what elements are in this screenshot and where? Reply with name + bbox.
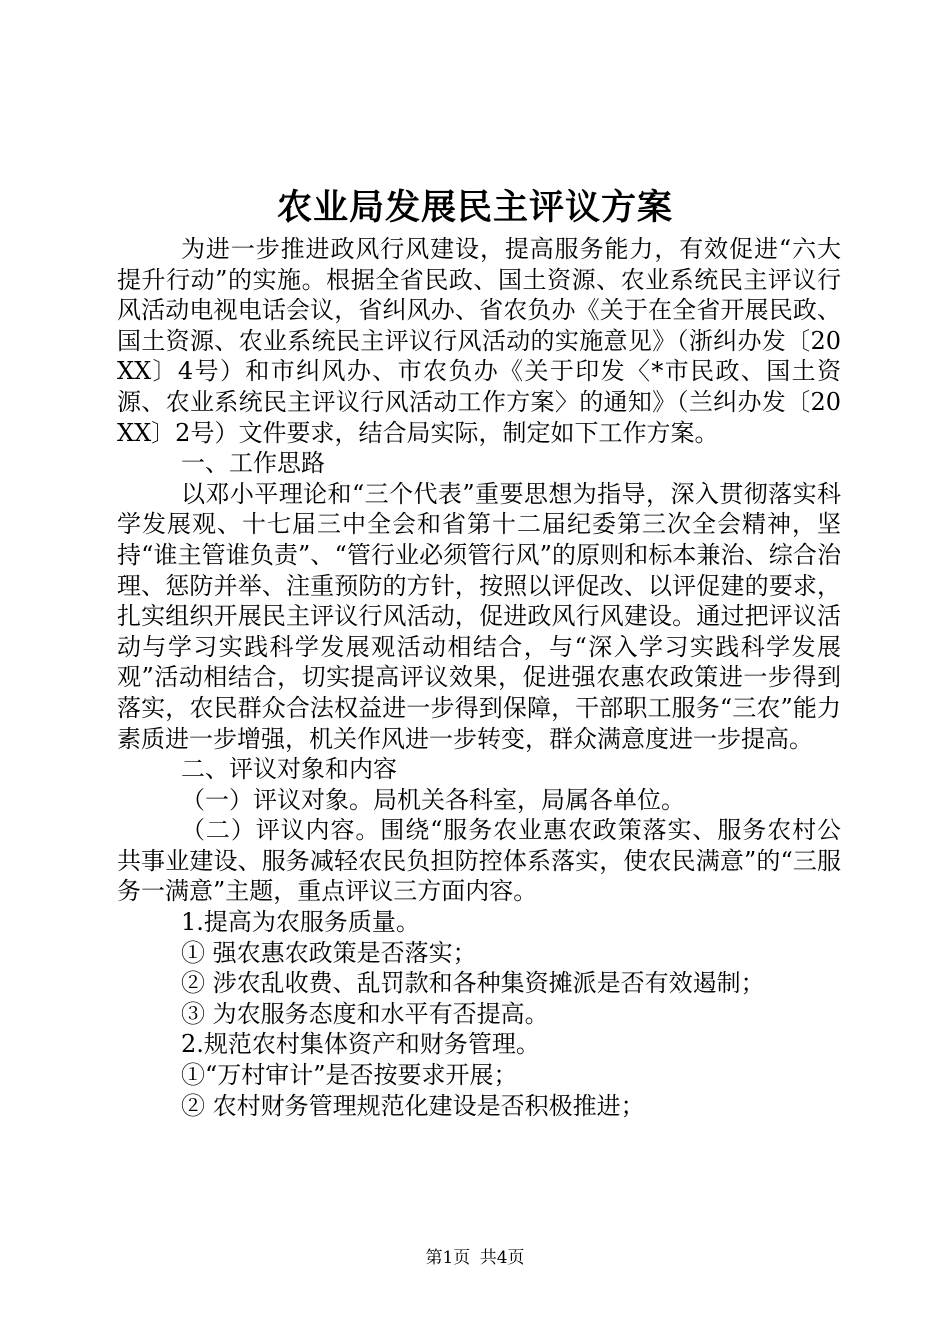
intro-paragraph: 为进一步推进政风行风建设，提高服务能力，有效促进“六大提升行动”的实施。根据全省民政、国土资源、农业系统民主评议行风活动电视电话会议，省纠风办、省农负办《关于在全省开展民政、国土资源、农业系统民主评议行风活动的实施意见》（浙纠办发〔20XX〕4号）和市纠风办、市农负办《关于印发〈*市民政、国土资源、农业系统民主评议行风活动工作方案〉的通知》（兰纠办发〔20XX〕2号）文件要求，结合局实际，制定如下工作方案。 [117,235,841,447]
section-heading-1: 一、工作思路 [181,449,325,478]
evaluation-content-paragraph: （二）评议内容。围绕“服务农业惠农政策落实、服务农村公共事业建设、服务减轻农民负担防控体系落实，使农民满意”的“三服务一满意”主题，重点评议三方面内容。 [117,816,841,906]
document-title: 农业局发展民主评议方案 [276,187,673,228]
page-total: 共4页 [479,1248,525,1268]
list-item: 1.提高为农服务质量。 [181,908,420,937]
section-heading-2: 二、评议对象和内容 [181,755,397,784]
evaluation-target-paragraph: （一）评议对象。局机关各科室，局属各单位。 [181,785,685,814]
list-item: 2.规范农村集体资产和财务管理。 [181,1030,540,1059]
list-item: ③ 为农服务态度和水平有否提高。 [181,999,549,1028]
list-item: ① 强农惠农政策是否落实； [181,938,477,967]
document-body [117,234,841,1121]
guideline-paragraph: 以邓小平理论和“三个代表”重要思想为指导，深入贯彻落实科学发展观、十七届三中全会和省第十二届纪委第三次全会精神，坚持“谁主管谁负责”、“管行业必须管行风”的原则和标本兼治、综合治理、惩防并举、注重预防的方针，按照以评促改、以评促建的要求，扎实组织开展民主评议行风活动，促进政风行风建设。通过把评议活动与学习实践科学发展观活动相结合，与“深入学习实践科学发展观”活动相结合，切实提高评议效果，促进强农惠农政策进一步得到落实，农民群众合法权益进一步得到保障，干部职工服务“三农”能力素质进一步增强，机关作风进一步转变，群众满意度进一步提高。 [117,479,841,753]
page-number: 第1页 [425,1248,471,1268]
list-item: ② 农村财务管理规范化建设是否积极推进； [181,1091,645,1120]
page-footer [0,1246,950,1270]
list-item: ①“万村审计”是否按要求开展； [181,1061,518,1090]
list-item: ② 涉农乱收费、乱罚款和各种集资摊派是否有效遏制； [181,969,765,998]
